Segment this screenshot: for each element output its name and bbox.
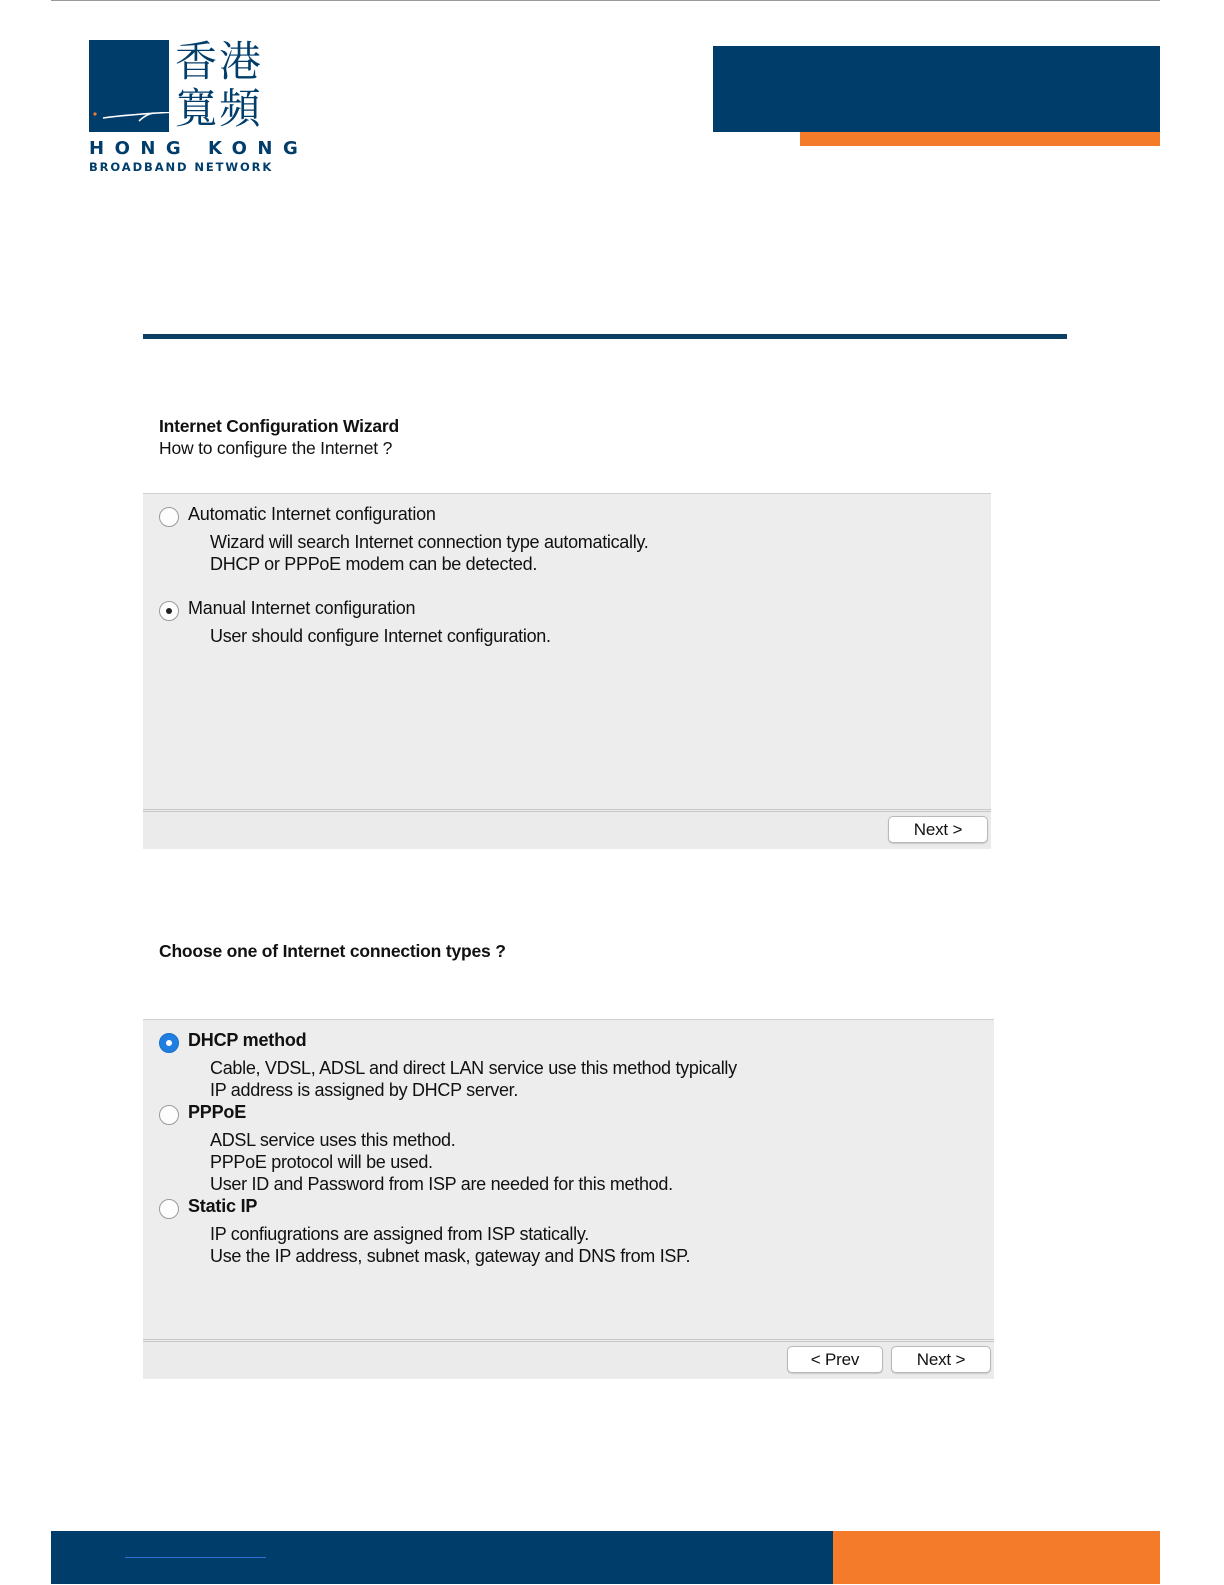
option-label: Manual Internet configuration: [188, 598, 416, 618]
option-label: DHCP method: [188, 1030, 307, 1050]
radio-pppoe[interactable]: [159, 1105, 179, 1125]
description-line: Cable, VDSL, ADSL and direct LAN service use this method typically: [210, 1058, 737, 1078]
footer-link-underline[interactable]: [125, 1557, 266, 1558]
description-line: IP confiugrations are assigned from ISP statically.: [210, 1224, 589, 1244]
option-description: [210, 1223, 690, 1267]
wizard2-title: Choose one of Internet connection types ?: [159, 941, 506, 961]
description-line: PPPoE protocol will be used.: [210, 1152, 433, 1172]
wizard1-panel: [143, 493, 991, 849]
option-description: [210, 1129, 673, 1195]
wizard2-button-bar: [143, 1339, 994, 1379]
prev-button[interactable]: < Prev: [787, 1346, 883, 1373]
radio-automatic[interactable]: [159, 507, 179, 527]
footer-orange-band: [833, 1531, 1160, 1584]
wizard1-subtitle: How to configure the Internet ?: [159, 438, 393, 458]
option-description: [210, 531, 648, 575]
radio-dhcp[interactable]: [159, 1033, 179, 1053]
logo-mark: [89, 40, 169, 132]
wizard2-panel: [143, 1019, 994, 1379]
option-label: PPPoE: [188, 1102, 247, 1122]
description-line: ADSL service uses this method.: [210, 1130, 456, 1150]
logo-cjk-line1: 香港: [175, 37, 264, 86]
logo-english-line1: HONG KONG: [89, 138, 309, 159]
next-button[interactable]: Next >: [891, 1346, 991, 1373]
next-button[interactable]: Next >: [888, 816, 988, 843]
option-label: Automatic Internet configuration: [188, 504, 436, 524]
description-line: IP address is assigned by DHCP server.: [210, 1080, 519, 1100]
orbit-swoosh-icon: [93, 112, 169, 122]
option-label: Static IP: [188, 1196, 258, 1216]
radio-manual[interactable]: [159, 601, 179, 621]
hkbn-logo: [89, 37, 309, 180]
header-orange-stripe: [800, 132, 1160, 146]
logo-chinese-text: [175, 38, 271, 132]
description-line: Wizard will search Internet connection type automatically.: [210, 532, 649, 552]
option-description: [210, 1057, 737, 1101]
radio-static-ip[interactable]: [159, 1199, 179, 1219]
logo-english-line2: BROADBAND NETWORK: [89, 160, 274, 174]
description-line: DHCP or PPPoE modem can be detected.: [210, 554, 538, 574]
option-description: [210, 625, 551, 647]
wizard1-button-bar: [143, 809, 991, 849]
wizard1-title: Internet Configuration Wizard: [159, 416, 400, 436]
section-divider: [143, 334, 1067, 339]
description-line: Use the IP address, subnet mask, gateway and DNS from ISP.: [210, 1246, 691, 1266]
logo-cjk-line2: 寬頻: [175, 84, 264, 133]
header-blue-band: [713, 46, 1160, 132]
description-line: User should configure Internet configuration.: [210, 626, 551, 646]
description-line: User ID and Password from ISP are needed for this method.: [210, 1174, 673, 1194]
